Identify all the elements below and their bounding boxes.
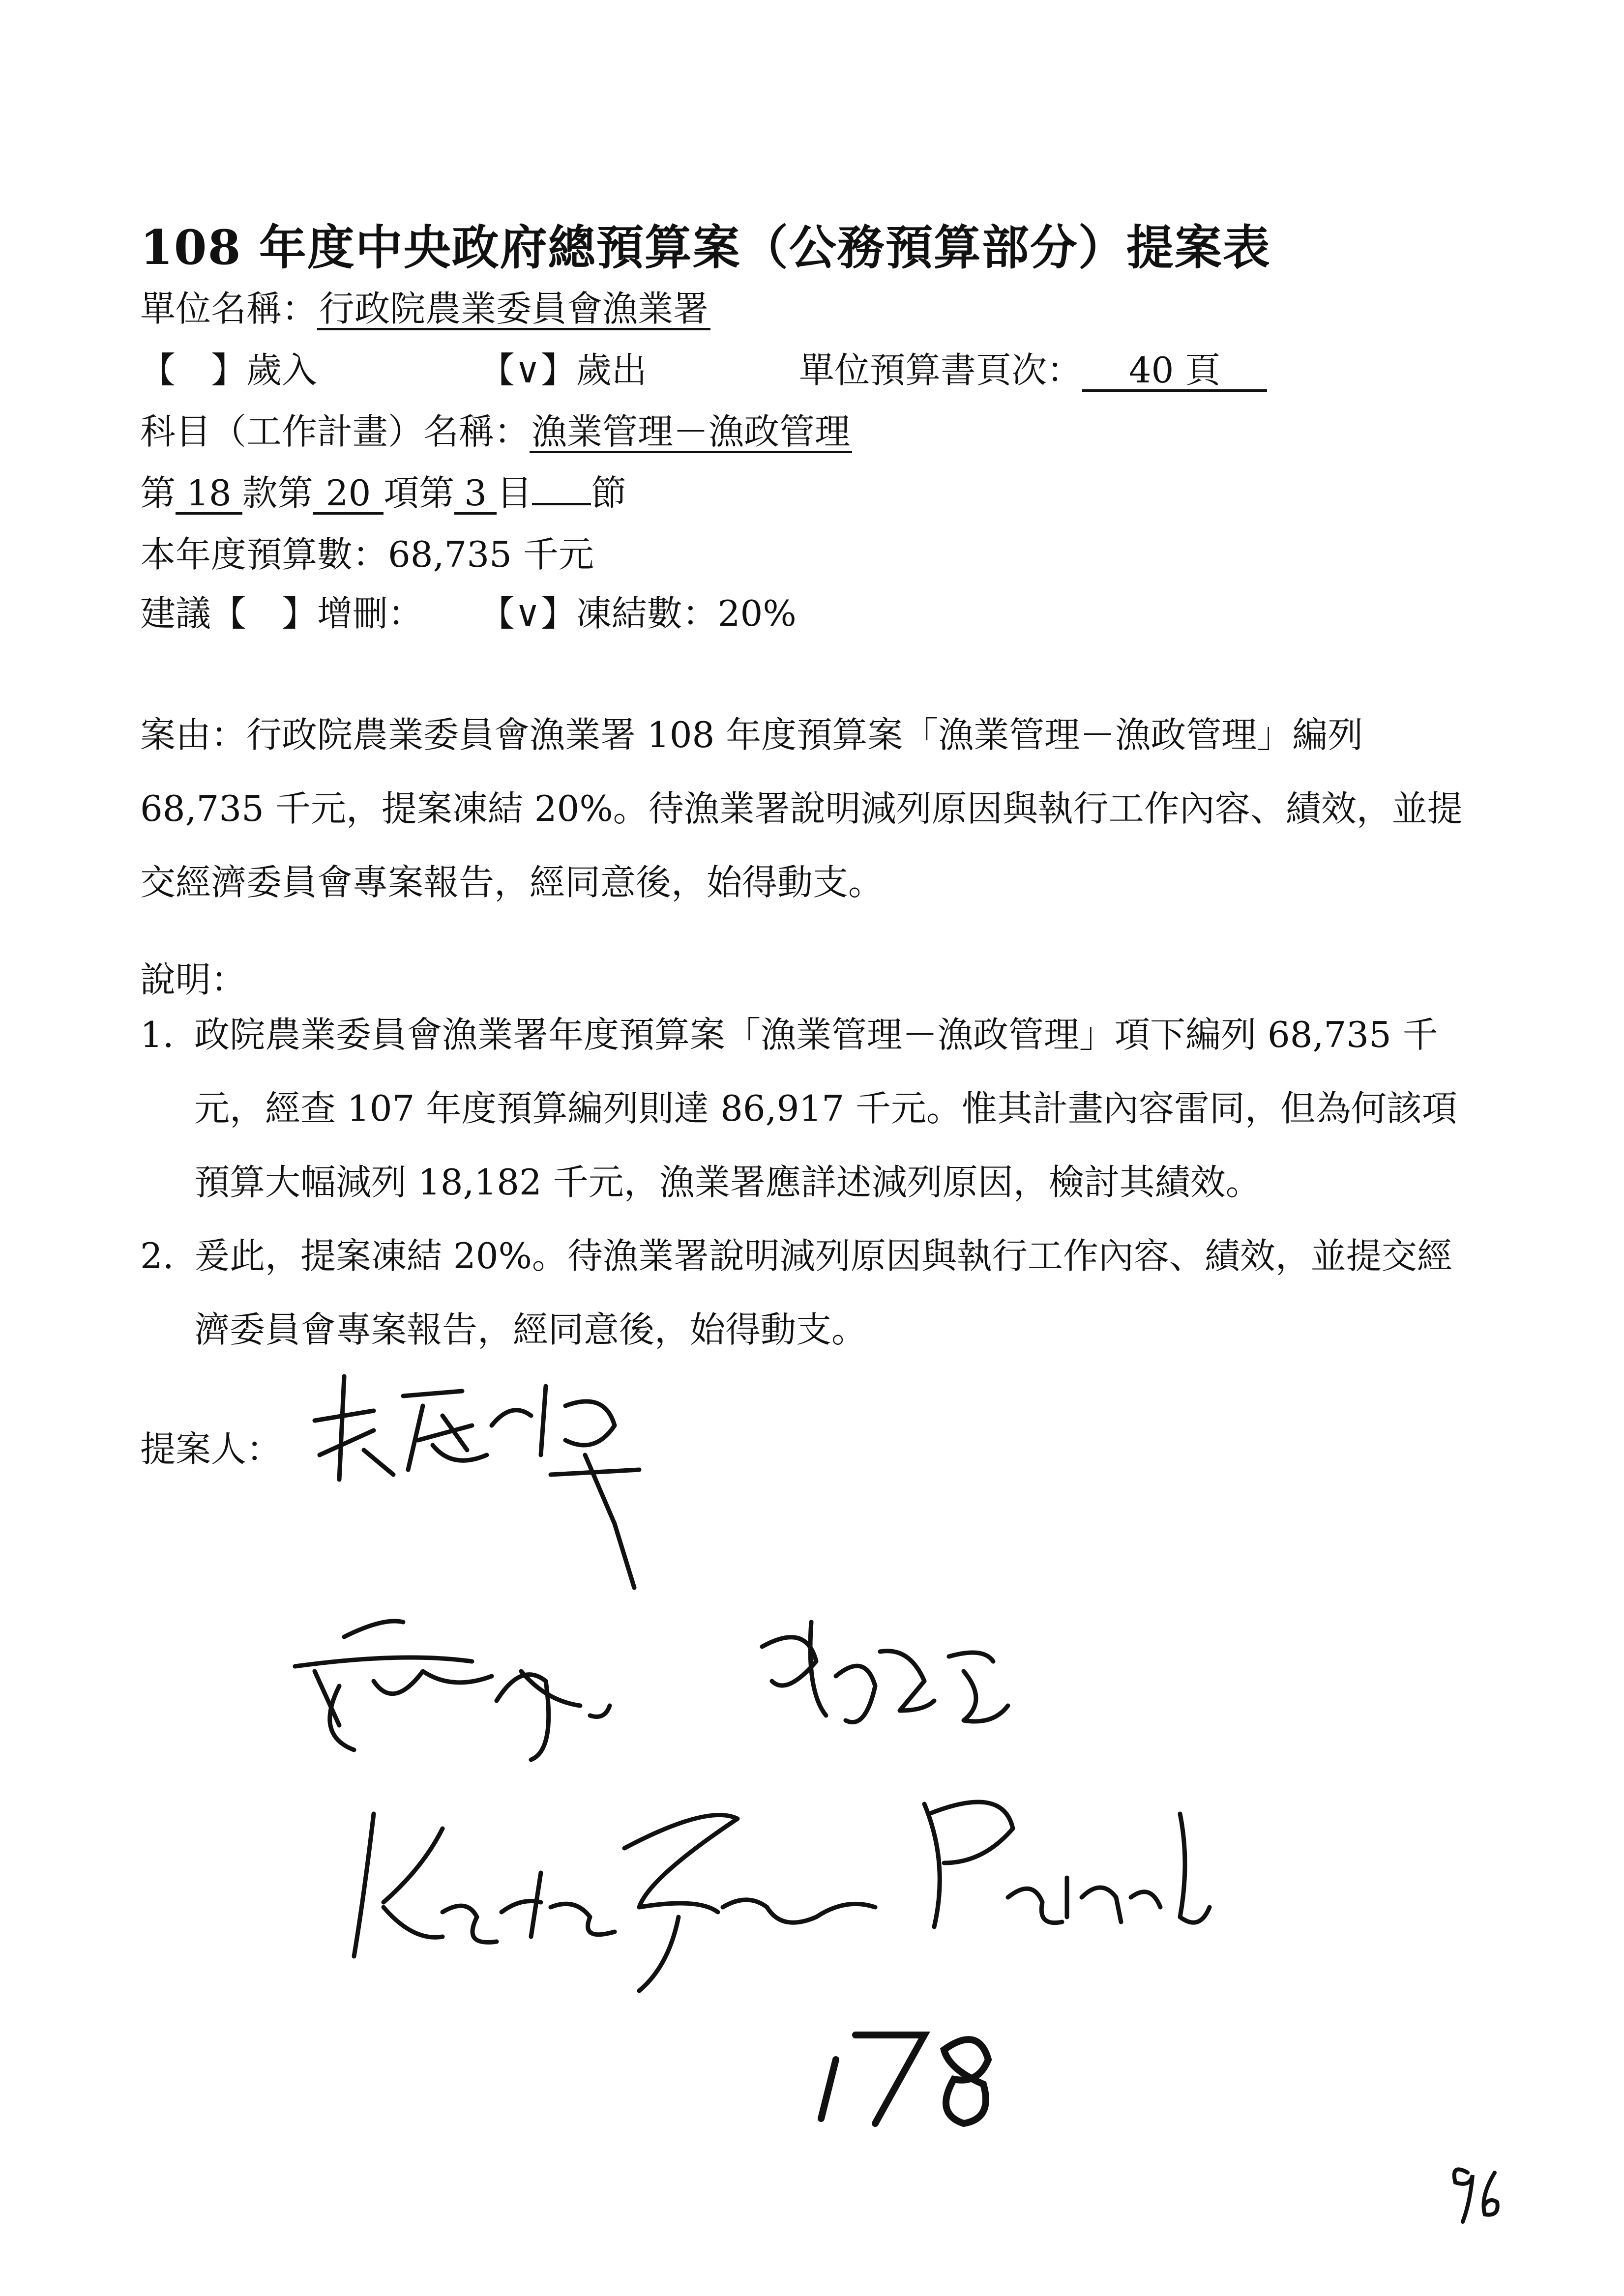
item-number: 1. xyxy=(140,1014,174,1055)
reason-paragraph: 案由：行政院農業委員會漁業署 108 年度預算案「漁業管理－漁政管理」編列 68,735 千元，提案凍結 20%。待漁業署說明減列原因與執行工作內容、績效，並提交經濟委員會專案報告，經同意後，始得動支。 xyxy=(140,714,1463,903)
item-number: 2. xyxy=(140,1235,174,1277)
account-code-text: 節 xyxy=(591,472,627,514)
adjust-checkbox: 建議【 】增刪： xyxy=(140,593,424,634)
item-text: 爰此，提案凍結 20%。待漁業署說明減列原因與執行工作內容、績效，並提交經濟委員會專案報告，經同意後，始得動支。 xyxy=(194,1235,1452,1350)
signature-1 xyxy=(315,1376,639,1588)
unit-name: 行政院農業委員會漁業署 xyxy=(317,291,710,330)
kuan-value: 18 xyxy=(176,475,242,515)
revenue-checkbox: 【 】歲入 xyxy=(140,349,318,391)
handwritten-number-drawing xyxy=(821,2035,988,2123)
budget-amount: 本年度預算數：68,735 千元 xyxy=(140,534,594,575)
page-ref-label: 單位預算書頁次： xyxy=(799,349,1083,391)
signature-2 xyxy=(295,1621,1008,1760)
account-code-text: 目 xyxy=(497,472,532,514)
expense-checkbox: 【∨】歲出 xyxy=(479,349,647,391)
xiang-value: 20 xyxy=(313,475,384,515)
form-title: 108 年度中央政府總預算案（公務預算部分）提案表 xyxy=(140,220,1271,275)
account-code-text: 項第 xyxy=(384,472,455,514)
proposer-label: 提案人： xyxy=(140,1428,282,1470)
item-text: 政院農業委員會漁業署年度預算案「漁業管理－漁政管理」項下編列 68,735 千元，經查 107 年度預算編列則達 86,917 千元。惟其計畫內容雷同，但為何該項預算大幅減列 18,182 千元，漁業署應詳述減列原因，檢討其績效。 xyxy=(194,1014,1457,1203)
page-number-drawing xyxy=(1454,2169,1498,2222)
unit-label: 單位名稱： xyxy=(140,288,318,329)
signature-3 xyxy=(354,1802,1210,1991)
freeze-checkbox: 【∨】凍結數：20% xyxy=(479,593,797,634)
page-ref-value: 40 頁 xyxy=(1082,352,1267,392)
account-code-text: 款第 xyxy=(242,472,313,514)
explanation-label: 說明： xyxy=(140,959,247,1000)
subject-name: 漁業管理－漁政管理 xyxy=(530,413,852,453)
account-code-text: 第 xyxy=(140,472,176,514)
mu-value: 3 xyxy=(454,475,497,515)
subject-label: 科目（工作計畫）名稱： xyxy=(140,411,530,452)
